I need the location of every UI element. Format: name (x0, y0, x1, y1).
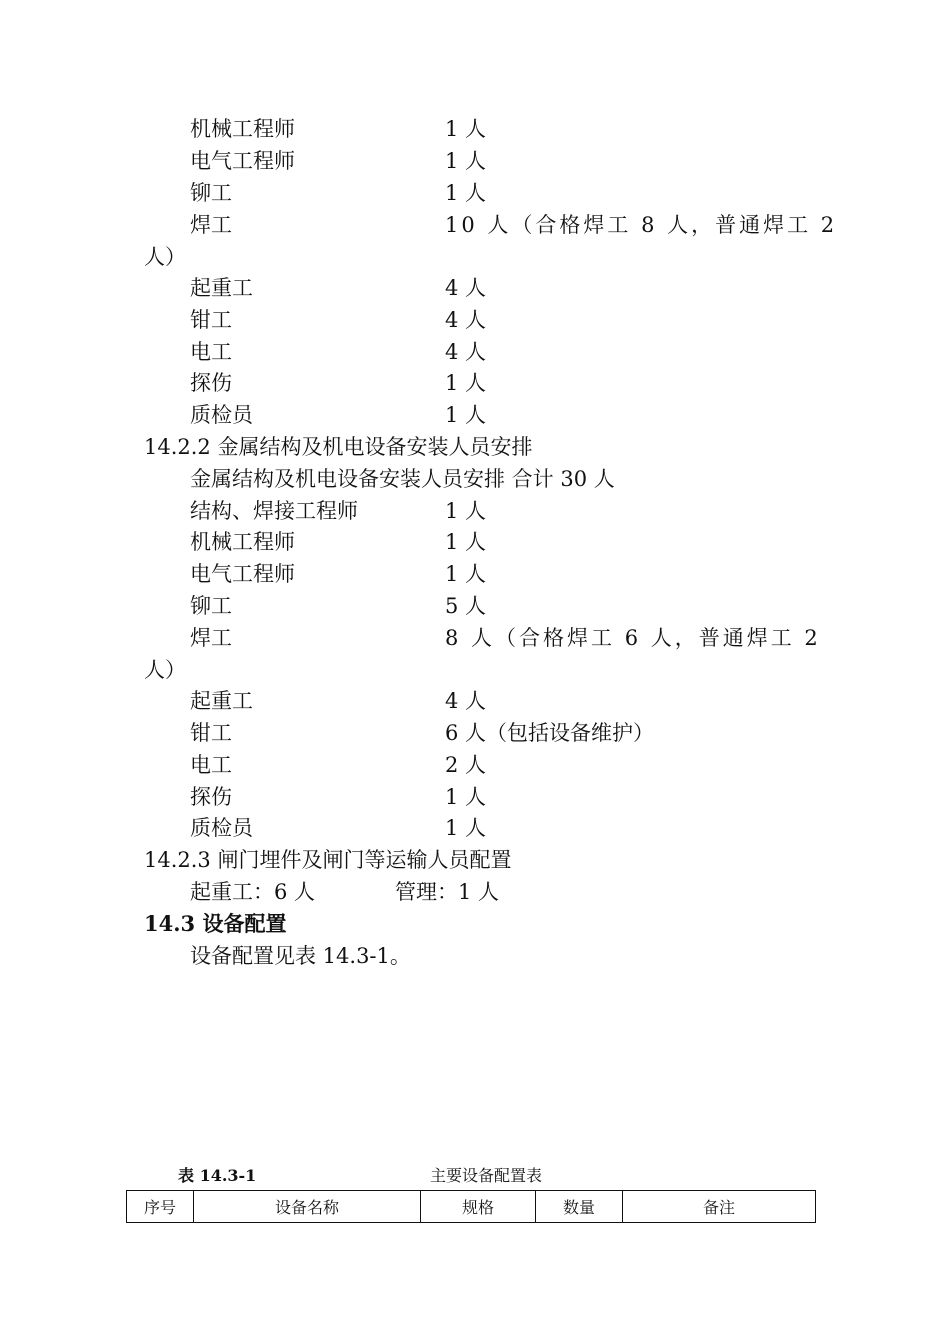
table-label: 表 14.3-1 (178, 1166, 257, 1185)
section-summary: 金属结构及机电设备安装人员安排 合计 30 人 (190, 467, 615, 491)
count-value: 2 人 (445, 753, 487, 777)
count-value: 1 人 (445, 562, 487, 586)
count-value: 5 人 (445, 594, 487, 618)
count-value: 1 人 (445, 530, 487, 554)
section-heading: 14.2.2 金属结构及机电设备安装人员安排 (144, 435, 533, 459)
count-value: 4 人 (445, 340, 487, 364)
count-value: 4 人 (445, 276, 487, 300)
role-label: 钳工 (190, 308, 232, 332)
role-label: 探伤 (190, 371, 232, 395)
count-value: 10 人（合格焊工 8 人，普通焊工 2 (445, 213, 838, 237)
table-header-row (127, 1191, 816, 1223)
role-label: 探伤 (190, 785, 232, 809)
role-label: 钳工 (190, 721, 232, 745)
role-label: 焊工 (190, 213, 232, 237)
role-label: 焊工 (190, 626, 232, 650)
role-label: 电气工程师 (190, 149, 295, 173)
count-value: 4 人 (445, 308, 487, 332)
column-header: 设备名称 (194, 1191, 421, 1223)
role-label: 铆工 (190, 594, 232, 618)
transport-item: 管理：1 人 (395, 880, 500, 904)
section-text: 设备配置见表 14.3-1。 (190, 944, 411, 968)
count-value: 8 人（合格焊工 6 人，普通焊工 2 (445, 626, 821, 650)
role-label: 电气工程师 (190, 562, 295, 586)
role-label: 电工 (190, 340, 232, 364)
count-value: 1 人 (445, 371, 487, 395)
role-label: 起重工 (190, 276, 253, 300)
section-heading: 14.2.3 闸门埋件及闸门等运输人员配置 (144, 848, 512, 872)
column-header: 规格 (421, 1191, 536, 1223)
transport-item: 起重工：6 人 (190, 880, 316, 904)
role-label: 起重工 (190, 689, 253, 713)
section-heading: 14.3 设备配置 (144, 911, 287, 936)
count-value: 1 人 (445, 499, 487, 523)
role-label: 电工 (190, 753, 232, 777)
role-label: 质检员 (190, 816, 253, 840)
equipment-table (126, 1190, 816, 1223)
column-header: 备注 (623, 1191, 816, 1223)
column-header: 数量 (536, 1191, 623, 1223)
role-label: 结构、焊接工程师 (190, 499, 358, 523)
count-continuation: 人） (144, 658, 186, 682)
count-continuation: 人） (144, 245, 186, 269)
role-label: 机械工程师 (190, 117, 295, 141)
role-label: 质检员 (190, 403, 253, 427)
column-header: 序号 (127, 1191, 194, 1223)
count-value: 1 人 (445, 149, 487, 173)
role-label: 铆工 (190, 181, 232, 205)
count-value: 6 人（包括设备维护） (445, 721, 655, 745)
count-value: 1 人 (445, 117, 487, 141)
count-value: 1 人 (445, 403, 487, 427)
table-title: 主要设备配置表 (430, 1166, 543, 1185)
count-value: 4 人 (445, 689, 487, 713)
count-value: 1 人 (445, 785, 487, 809)
count-value: 1 人 (445, 181, 487, 205)
count-value: 1 人 (445, 816, 487, 840)
role-label: 机械工程师 (190, 530, 295, 554)
